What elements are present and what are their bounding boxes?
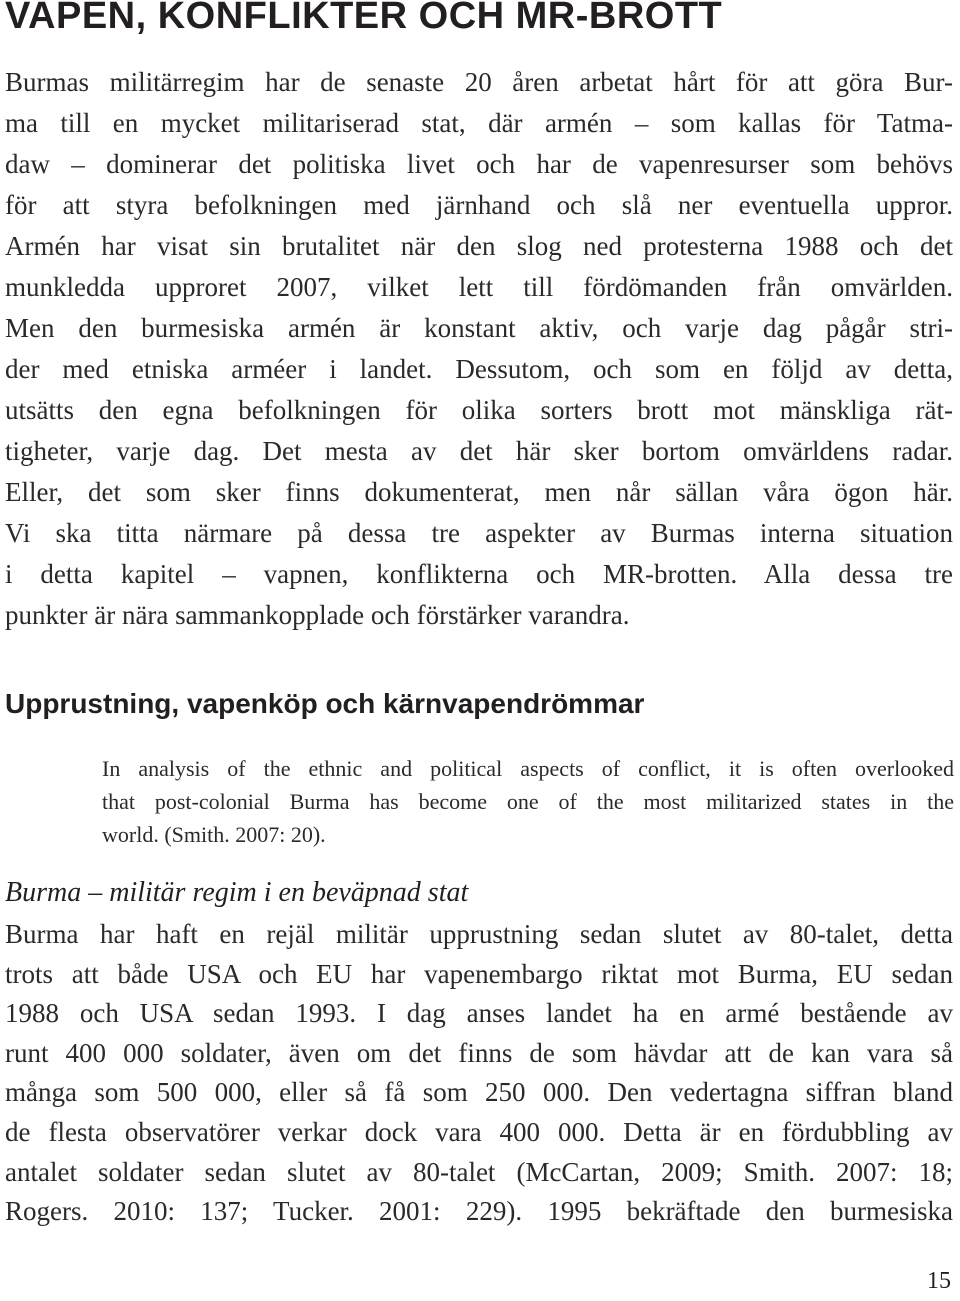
intro-line: munkledda upproret 2007, vilket lett till fördömanden från omvärlden. <box>5 272 953 302</box>
block-quote <box>102 752 954 851</box>
body-line: de flesta observatörer verkar dock vara 400 000. Detta är en fördubbling av <box>5 1116 953 1147</box>
body-line: 1988 och USA sedan 1993. I dag anses landet ha en armé bestående av <box>5 998 953 1029</box>
intro-line: utsätts den egna befolkningen för olika sorters brott mot mänskliga rät- <box>5 395 953 425</box>
document-page <box>5 0 955 1301</box>
intro-line: i detta kapitel – vapnen, konflikterna och MR-brotten. Alla dessa tre <box>5 559 953 589</box>
body-paragraph <box>5 915 953 1232</box>
subheading: Burma – militär regim i en beväpnad stat <box>5 877 469 908</box>
intro-line: tigheter, varje dag. Det mesta av det här sker bortom omvärldens radar. <box>5 436 953 466</box>
intro-line: Vi ska titta närmare på dessa tre aspekter av Burmas interna situation <box>5 518 953 548</box>
quote-line: world. (Smith. 2007: 20). <box>102 822 326 847</box>
chapter-title: VAPEN, KONFLIKTER OCH MR-BROTT <box>5 0 723 37</box>
page-number: 15 <box>927 1268 951 1294</box>
quote-line: that post-colonial Burma has become one of the most militarized states in the <box>102 789 954 814</box>
body-line: Burma har haft en rejäl militär upprustning sedan slutet av 80-talet, detta <box>5 919 953 949</box>
body-line: trots att både USA och EU har vapenembargo riktat mot Burma, EU sedan <box>5 958 953 989</box>
intro-line: ma till en mycket militariserad stat, där armén – som kallas för Tatma- <box>5 108 953 138</box>
body-line: Rogers. 2010: 137; Tucker. 2001: 229). 1995 bekräftade den burmesiska <box>5 1196 953 1227</box>
intro-line: för att styra befolkningen med järnhand och slå ner eventuella uppror. <box>5 190 953 220</box>
intro-line: punkter är nära sammankopplade och förstärker varandra. <box>5 600 630 630</box>
intro-line: Burmas militärregim har de senaste 20 åren arbetat hårt för att göra Bur- <box>5 67 953 97</box>
body-line: antalet soldater sedan slutet av 80-talet (McCartan, 2009; Smith. 2007: 18; <box>5 1156 953 1187</box>
section-heading: Upprustning, vapenköp och kärnvapendrömmar <box>5 688 645 719</box>
intro-line: Men den burmesiska armén är konstant aktiv, och varje dag pågår stri- <box>5 313 953 343</box>
body-line: många som 500 000, eller så få som 250 000. Den vedertagna siffran bland <box>5 1077 953 1108</box>
quote-line: In analysis of the ethnic and political aspects of conflict, it is often overlooked <box>102 756 954 781</box>
intro-line: daw – dominerar det politiska livet och har de vapenresurser som behövs <box>5 149 953 179</box>
intro-paragraph <box>5 62 953 636</box>
intro-line: der med etniska arméer i landet. Dessutom, och som en följd av detta, <box>5 354 953 384</box>
intro-line: Eller, det som sker finns dokumenterat, men når sällan våra ögon här. <box>5 477 953 507</box>
intro-line: Armén har visat sin brutalitet när den slog ned protesterna 1988 och det <box>5 231 953 261</box>
body-line: runt 400 000 soldater, även om det finns de som hävdar att de kan vara så <box>5 1037 953 1068</box>
